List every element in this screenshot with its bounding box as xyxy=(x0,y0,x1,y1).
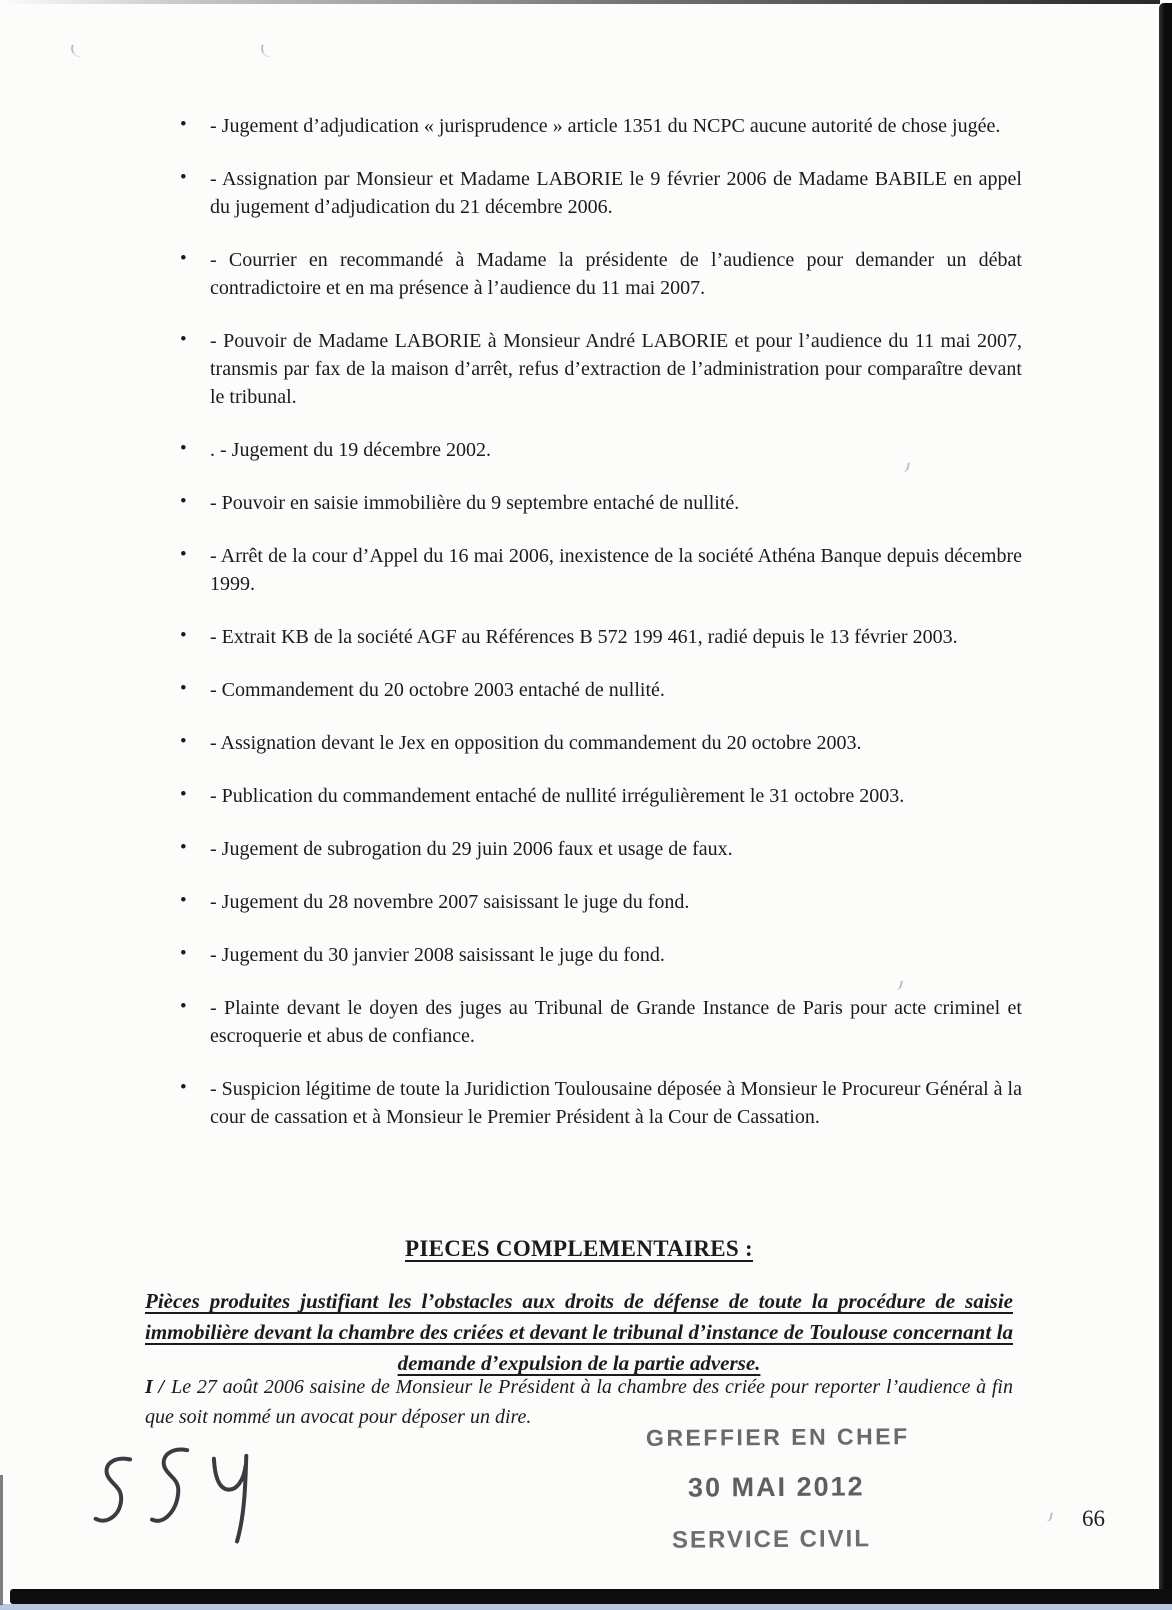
paragraph-marker: I / xyxy=(145,1376,165,1398)
scan-artifact xyxy=(1045,1511,1053,1522)
scan-edge-top xyxy=(0,0,1160,4)
list-item xyxy=(180,489,1022,517)
list-item xyxy=(180,729,1022,757)
bullet-icon: • xyxy=(180,678,187,699)
list-item-text: - Arrêt de la cour d’Appel du 16 mai 2006, inexistence de la société Athéna Banque depuis décembre 1999. xyxy=(210,545,1022,595)
bullet-icon: • xyxy=(180,438,187,459)
list-item-text: - Pouvoir de Madame LABORIE à Monsieur André LABORIE et pour l’audience du 11 mai 2007, transmis par fax de la maison d’arrêt, refus d’extraction de l’administration pour comparaître devant le tribunal. xyxy=(210,330,1022,408)
list-item xyxy=(180,327,1022,411)
list-item xyxy=(180,994,1022,1050)
stamp-greffier-line: GREFFIER EN CHEF xyxy=(645,1423,910,1451)
bullet-icon: • xyxy=(180,1077,187,1098)
pieces-list xyxy=(178,112,1022,1156)
scan-artifact xyxy=(259,44,274,57)
stamp-service-line: SERVICE CIVIL xyxy=(671,1525,872,1554)
section-heading: PIECES COMPLEMENTAIRES : xyxy=(405,1236,753,1261)
list-item-text: - Commandement du 20 octobre 2003 entaché de nullité. xyxy=(210,679,665,701)
list-item-text: - Suspicion légitime de toute la Juridiction Toulousaine déposée à Monsieur le Procureur Général à la cour de cassation et à Monsieur le Premier Président à la Cour de Cassation. xyxy=(210,1078,1022,1128)
list-item-text: - Publication du commandement entaché de nullité irrégulièrement le 31 octobre 2003. xyxy=(210,785,905,807)
list-item xyxy=(180,888,1022,916)
bullet-icon: • xyxy=(180,329,187,350)
bullet-icon: • xyxy=(180,731,187,752)
bullet-icon: • xyxy=(180,491,187,512)
bullet-icon: • xyxy=(180,837,187,858)
list-item-text: - Courrier en recommandé à Madame la présidente de l’audience pour demander un débat contradictoire et en ma présence à l’audience du 11 mai 2007. xyxy=(210,249,1022,299)
list-item-text: - Pouvoir en saisie immobilière du 9 septembre entaché de nullité. xyxy=(210,492,740,514)
list-item-text: - Assignation par Monsieur et Madame LABORIE le 9 février 2006 de Madame BABILE en appel du jugement d’adjudication du 21 décembre 2006. xyxy=(210,168,1022,218)
list-item xyxy=(180,676,1022,704)
list-item-text: - Jugement de subrogation du 29 juin 2006 faux et usage de faux. xyxy=(210,838,733,860)
list-item-text: - Extrait KB de la société AGF au Références B 572 199 461, radié depuis le 13 février 2003. xyxy=(210,626,958,648)
bullet-icon: • xyxy=(180,996,187,1017)
bullet-icon: • xyxy=(180,167,187,188)
list-item xyxy=(180,623,1022,651)
bullet-icon: • xyxy=(180,943,187,964)
list-item xyxy=(180,246,1022,302)
list-item-text: - Jugement d’adjudication « jurisprudence » article 1351 du NCPC aucune autorité de chose jugée. xyxy=(210,115,1001,137)
paragraph-text: Le 27 août 2006 saisine de Monsieur le Président à la chambre des criée pour reporter l’audience à fin que soit nommé un avocat pour déposer un dire. xyxy=(145,1376,1013,1428)
list-item xyxy=(180,165,1022,221)
list-item xyxy=(180,1075,1022,1131)
bullet-icon: • xyxy=(180,784,187,805)
list-item-text: - Assignation devant le Jex en opposition du commandement du 20 octobre 2003. xyxy=(210,732,862,754)
bullet-icon: • xyxy=(180,114,187,135)
handwriting-strokes xyxy=(87,1438,268,1567)
bullet-icon: • xyxy=(180,248,187,269)
list-item-text: - Jugement du 30 janvier 2008 saisissant le juge du fond. xyxy=(210,944,665,966)
scan-artifact xyxy=(69,44,84,57)
list-item xyxy=(180,436,1022,464)
handwritten-number-554 xyxy=(87,1438,268,1572)
section-subheading: Pièces produites justifiant les l’obstacles aux droits de défense de toute la procédure de saisie immobilière devant la chambre des criées et devant le tribunal d’instance de Toulouse concernant la demande d’expulsion de la partie adverse. xyxy=(145,1289,1013,1375)
scan-edge-right xyxy=(1159,3,1172,1605)
stamp-date-line: 30 MAI 2012 xyxy=(687,1471,865,1503)
scan-edge-strip xyxy=(0,1604,1172,1610)
page-number: 66 xyxy=(1082,1506,1105,1531)
list-item-text: - Plainte devant le doyen des juges au Tribunal de Grande Instance de Paris pour acte criminel et escroquerie et abus de confiance. xyxy=(210,997,1022,1047)
list-item-text: - Jugement du 28 novembre 2007 saisissant le juge du fond. xyxy=(210,891,690,913)
list-item xyxy=(180,835,1022,863)
bullet-icon: • xyxy=(180,890,187,911)
bullet-icon: • xyxy=(180,544,187,565)
list-item xyxy=(180,782,1022,810)
scan-edge-bottom xyxy=(10,1589,1172,1604)
scan-edge-left xyxy=(0,1475,3,1605)
list-item-text: . - Jugement du 19 décembre 2002. xyxy=(210,439,492,461)
list-item xyxy=(180,112,1022,140)
list-item xyxy=(180,542,1022,598)
bullet-icon: • xyxy=(180,625,187,646)
list-item xyxy=(180,941,1022,969)
